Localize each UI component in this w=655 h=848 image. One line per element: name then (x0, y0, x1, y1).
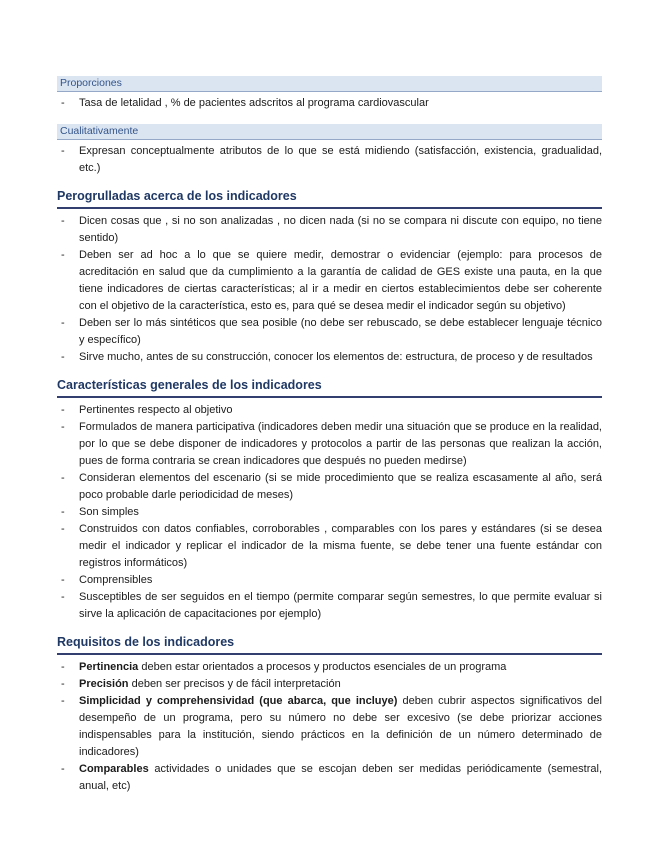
list-item (57, 213, 602, 247)
bullet-list-cualitativamente (57, 143, 602, 177)
list-item (57, 504, 602, 521)
bullet-dash: - (61, 678, 65, 690)
bullet-text (79, 761, 602, 795)
bullet-dash: - (61, 661, 65, 673)
bullet-text (79, 676, 602, 693)
list-item (57, 693, 602, 761)
list-item (57, 589, 602, 623)
bullet-text: Susceptibles de ser seguidos en el tiempo (permite comparar según semestres, lo que permite evaluar si sirve la aplicación de capacitaciones por ejemplo) (79, 591, 602, 620)
heading-label: Características generales de los indicadores (57, 378, 322, 392)
heading-caracteristicas (57, 378, 602, 398)
bullet-text: Expresan conceptualmente atributos de lo que se está midiendo (satisfacción, existencia, gradualidad, etc.) (79, 145, 602, 174)
list-item (57, 659, 602, 676)
list-item (57, 470, 602, 504)
list-item (57, 349, 602, 366)
bullet-text: Formulados de manera participativa (indicadores deben medir una situación que se produce en la realidad, por lo que se debe disponer de indicadores y protocolos a partir de las personas que realizan la acción, pues de forma contraria se crean indicadores que después no pueden medirse) (79, 421, 602, 467)
bullet-text (79, 659, 602, 676)
bullet-text: Comprensibles (79, 574, 153, 586)
bullet-text: Deben ser ad hoc a lo que se quiere medir, demostrar o evidenciar (ejemplo: para procesos de acreditación en salud que da cumplimiento a la garantía de calidad de GES existe una pauta, en la que tiene indicadores de ciertas características; al ir a medir en ciertos establecimientos debe ser coherente con el objetivo de la característica, esto es, para qué se desea medir el indicador según su objetivo) (79, 249, 602, 312)
bullet-dash: - (61, 695, 65, 707)
bullet-dash: - (61, 506, 65, 518)
subheader-label: Cualitativamente (60, 125, 139, 137)
bullet-rest: deben estar orientados a procesos y productos esenciales de un programa (138, 661, 507, 673)
list-item (57, 521, 602, 572)
subheader-label: Proporciones (60, 77, 122, 89)
document-page (57, 76, 602, 807)
bullet-dash: - (61, 574, 65, 586)
bullet-dash: - (61, 763, 65, 775)
list-item (57, 419, 602, 470)
list-item (57, 572, 602, 589)
bullet-rest: deben ser precisos y de fácil interpretación (128, 678, 341, 690)
bullet-dash: - (61, 421, 65, 433)
bullet-text: Tasa de letalidad , % de pacientes adscritos al programa cardiovascular (79, 97, 429, 109)
bullet-dash: - (61, 215, 65, 227)
heading-perogrulladas (57, 189, 602, 209)
heading-label: Perogrulladas acerca de los indicadores (57, 189, 297, 203)
bullet-term: Precisión (79, 678, 129, 690)
bullet-term: Pertinencia (79, 661, 139, 673)
bullet-list-caracteristicas (57, 402, 602, 623)
bullet-dash: - (61, 317, 65, 329)
bullet-term: Simplicidad y comprehensividad (que abarca, que incluye) (79, 695, 398, 707)
list-item (57, 143, 602, 177)
bullet-rest: actividades o unidades que se escojan deben ser medidas periódicamente (semestral, anual, etc) (79, 763, 602, 792)
bullet-dash: - (61, 145, 65, 157)
list-item (57, 676, 602, 693)
bullet-dash: - (61, 404, 65, 416)
list-item (57, 402, 602, 419)
bullet-text: Consideran elementos del escenario (si se mide procedimiento que se realiza escasamente al año, será poco probable darle periodicidad de meses) (79, 472, 602, 501)
subheader-proporciones (57, 76, 602, 92)
bullet-dash: - (61, 523, 65, 535)
heading-requisitos (57, 635, 602, 655)
bullet-dash: - (61, 351, 65, 363)
list-item (57, 247, 602, 315)
bullet-text: Sirve mucho, antes de su construcción, conocer los elementos de: estructura, de proceso y de resultados (79, 351, 593, 363)
bullet-list-perogrulladas (57, 213, 602, 366)
heading-label: Requisitos de los indicadores (57, 635, 235, 649)
bullet-dash: - (61, 97, 65, 109)
bullet-text: Dicen cosas que , si no son analizadas , no dicen nada (si no se compara ni discute con equipo, no tiene sentido) (79, 215, 602, 244)
bullet-text: Son simples (79, 506, 139, 518)
bullet-text: Construidos con datos confiables, corroborables , comparables con los pares y estándares (si se desea medir el indicador y replicar el indicador de la misma fuente, se debe tener una fuente estándar con registros informáticos) (79, 523, 602, 569)
subheader-cualitativamente (57, 124, 602, 140)
bullet-text (79, 693, 602, 761)
bullet-dash: - (61, 249, 65, 261)
bullet-list-proporciones (57, 95, 602, 112)
list-item (57, 95, 602, 112)
list-item (57, 315, 602, 349)
bullet-dash: - (61, 591, 65, 603)
bullet-text: Pertinentes respecto al objetivo (79, 404, 233, 416)
bullet-dash: - (61, 472, 65, 484)
bullet-list-requisitos (57, 659, 602, 795)
list-item (57, 761, 602, 795)
bullet-term: Comparables (79, 763, 149, 775)
bullet-rest: deben cubrir aspectos significativos del desempeño de un programa, pero su número no debe ser excesivo (se debe priorizar acciones indispensables para la institución, siendo prácticos en la definición de un número determinado de indicadores) (79, 695, 602, 758)
bullet-text: Deben ser lo más sintéticos que sea posible (no debe ser rebuscado, se debe establecer lenguaje técnico y específico) (79, 317, 602, 346)
